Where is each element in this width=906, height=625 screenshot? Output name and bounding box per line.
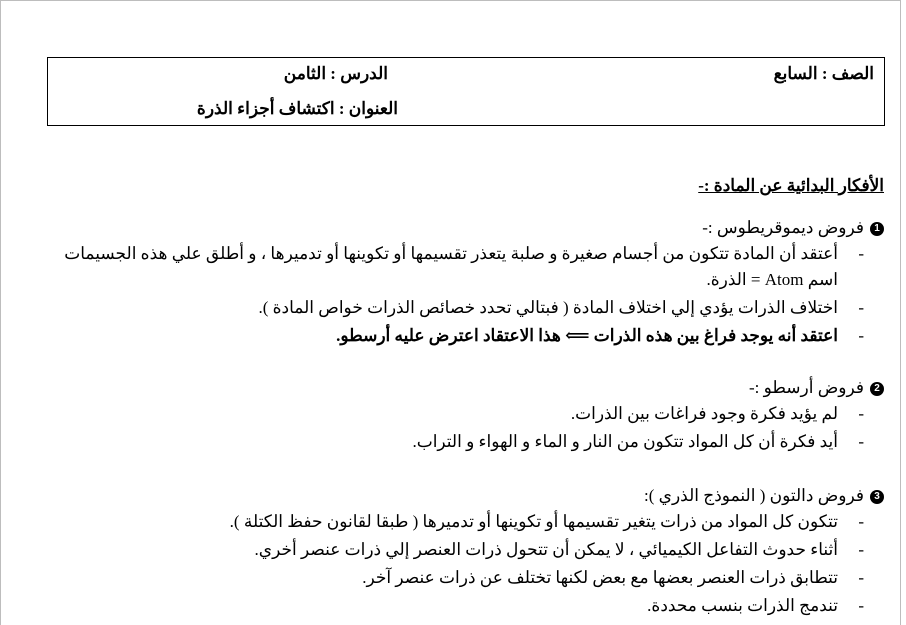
bullet-dash: - [858, 298, 864, 317]
bullet-dash: - [858, 326, 864, 345]
list-item-text: تندمج الذرات بنسب محددة. [647, 596, 838, 615]
list-item [412, 432, 864, 452]
theory-heading-aristotle [749, 378, 884, 398]
theory-title: فروض دالتون ( النموذج الذري ): [644, 486, 864, 505]
page-edge-top [0, 0, 900, 1]
number-badge-1: 1 [870, 222, 884, 236]
number-badge-2: 2 [870, 382, 884, 396]
number-badge-3: 3 [870, 490, 884, 504]
page-edge-left [0, 0, 1, 625]
bullet-dash: - [858, 432, 864, 451]
lesson-header-box [47, 57, 885, 126]
section-heading: الأفكار البدائية عن المادة :- [698, 176, 884, 195]
list-item [647, 596, 864, 616]
list-item [336, 326, 864, 346]
page-edge-right [900, 0, 901, 625]
theory-heading-dalton [644, 486, 884, 506]
lesson-title: العنوان : اكتشاف أجزاء الذرة [196, 99, 398, 118]
list-item-text: تتطابق ذرات العنصر بعضها مع بعض لكنها تختلف عن ذرات عنصر آخر. [362, 568, 838, 587]
list-item-text: تتكون كل المواد من ذرات يتغير تقسيمها أو تكوينها أو تدميرها ( طبقا لقانون حفظ الكتلة ). [229, 512, 838, 531]
bullet-dash: - [858, 512, 864, 531]
list-item [571, 404, 864, 424]
list-item [64, 244, 864, 264]
list-item-text: اختلاف الذرات يؤدي إلي اختلاف المادة ( فبتالي تحدد خصائص الذرات خواص المادة ). [258, 298, 838, 317]
bullet-dash: - [858, 568, 864, 587]
list-item-text: لم يؤيد فكرة وجود فراغات بين الذرات. [570, 404, 838, 423]
bullet-dash: - [858, 596, 864, 615]
list-item [255, 540, 864, 560]
list-item-continuation: اسم Atom = الذرة. [706, 270, 838, 289]
bullet-dash: - [858, 244, 864, 263]
list-item [362, 568, 864, 588]
theory-title: فروض ديموقريطوس :- [702, 218, 864, 237]
list-item [230, 512, 864, 532]
theory-title: فروض أرسطو :- [748, 378, 864, 397]
list-item [258, 298, 864, 318]
list-item-text: اعتقد أنه يوجد فراغ بين هذه الذرات ⟸ هذا الاعتقاد اعترض عليه أرسطو. [336, 326, 838, 345]
list-item-text: أعتقد أن المادة تتكون من أجسام صغيرة و صلبة يتعذر تقسيمها أو تكوينها أو تدميرها ، و أطلق علي هذه الجسيمات [64, 244, 838, 263]
lesson-label: الدرس : الثامن [283, 64, 388, 83]
theory-heading-democritus [702, 218, 884, 238]
list-item-text: أثناء حدوث التفاعل الكيميائي ، لا يمكن أن تتحول ذرات العنصر إلي ذرات عنصر أخري. [254, 540, 838, 559]
bullet-dash: - [858, 540, 864, 559]
bullet-dash: - [858, 404, 864, 423]
list-item-text: أيد فكرة أن كل المواد تتكون من النار و الماء و الهواء و التراب. [412, 432, 838, 451]
grade-label: الصف : السابع [773, 64, 874, 83]
